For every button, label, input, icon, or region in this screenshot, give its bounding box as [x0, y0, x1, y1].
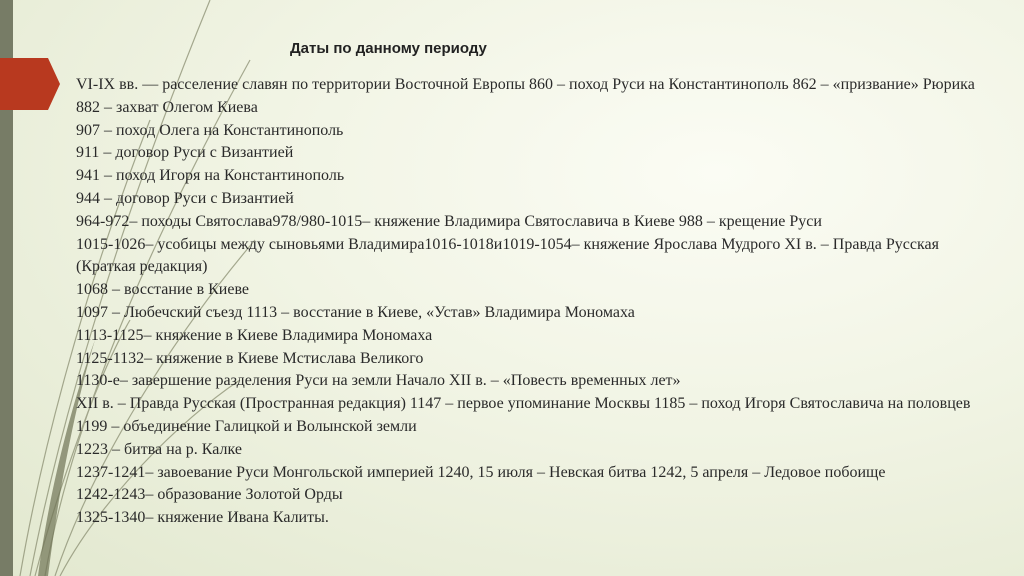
date-line: 907 – поход Олега на Константинополь — [76, 121, 344, 139]
date-line: 1015-1026– усобицы между сыновьями Владимира1016-1018и1019-1054– княжение Ярослава Мудрого XI в. – Правда Русская (Краткая редакция) — [76, 235, 939, 276]
date-line: 1097 – Любечский съезд 1113 – восстание в Киеве, «Устав» Владимира Мономаха — [76, 303, 635, 321]
date-line: 1113-1125– княжение в Киеве Владимира Мономаха — [76, 326, 433, 344]
date-line: 1325-1340– княжение Ивана Калиты. — [76, 509, 329, 527]
date-line: 1130-е– завершение разделения Руси на земли Начало XII в. – «Повесть временных лет» — [76, 372, 681, 390]
slide-title: Даты по данному периоду — [290, 40, 487, 57]
date-line: 1223 – битва на р. Калке — [76, 440, 242, 458]
date-line: 944 – договор Руси с Византией — [76, 189, 294, 207]
date-line: XII в. – Правда Русская (Пространная редакция) 1147 – первое упоминание Москвы 1185 – поход Игоря Святославича на половцев — [76, 395, 971, 413]
date-line: 941 – поход Игоря на Константинополь — [76, 167, 345, 185]
date-line: 964-972– походы Святослава978/980-1015– княжение Владимира Святославича в Киеве 988 – крещение Руси — [76, 212, 822, 230]
date-line: VI-IX вв. — расселение славян по территории Восточной Европы 860 – поход Руси на Константинополь 862 – «призвание» Рюрика 882 – захват Олегом Киева — [76, 76, 975, 116]
red-accent-tab — [0, 58, 60, 110]
date-line: 1237-1241– завоевание Руси Монгольской империей 1240, 15 июля – Невская битва 1242, 5 апреля – Ледовое побоище — [76, 463, 886, 481]
dates-list — [76, 74, 996, 530]
date-line: 1068 – восстание в Киеве — [76, 281, 250, 299]
date-line: 1242-1243– образование Золотой Орды — [76, 486, 343, 504]
date-line: 1125-1132– княжение в Киеве Мстислава Великого — [76, 349, 424, 367]
date-line: 911 – договор Руси с Византией — [76, 144, 294, 162]
date-line: 1199 – объединение Галицкой и Волынской земли — [76, 417, 417, 435]
